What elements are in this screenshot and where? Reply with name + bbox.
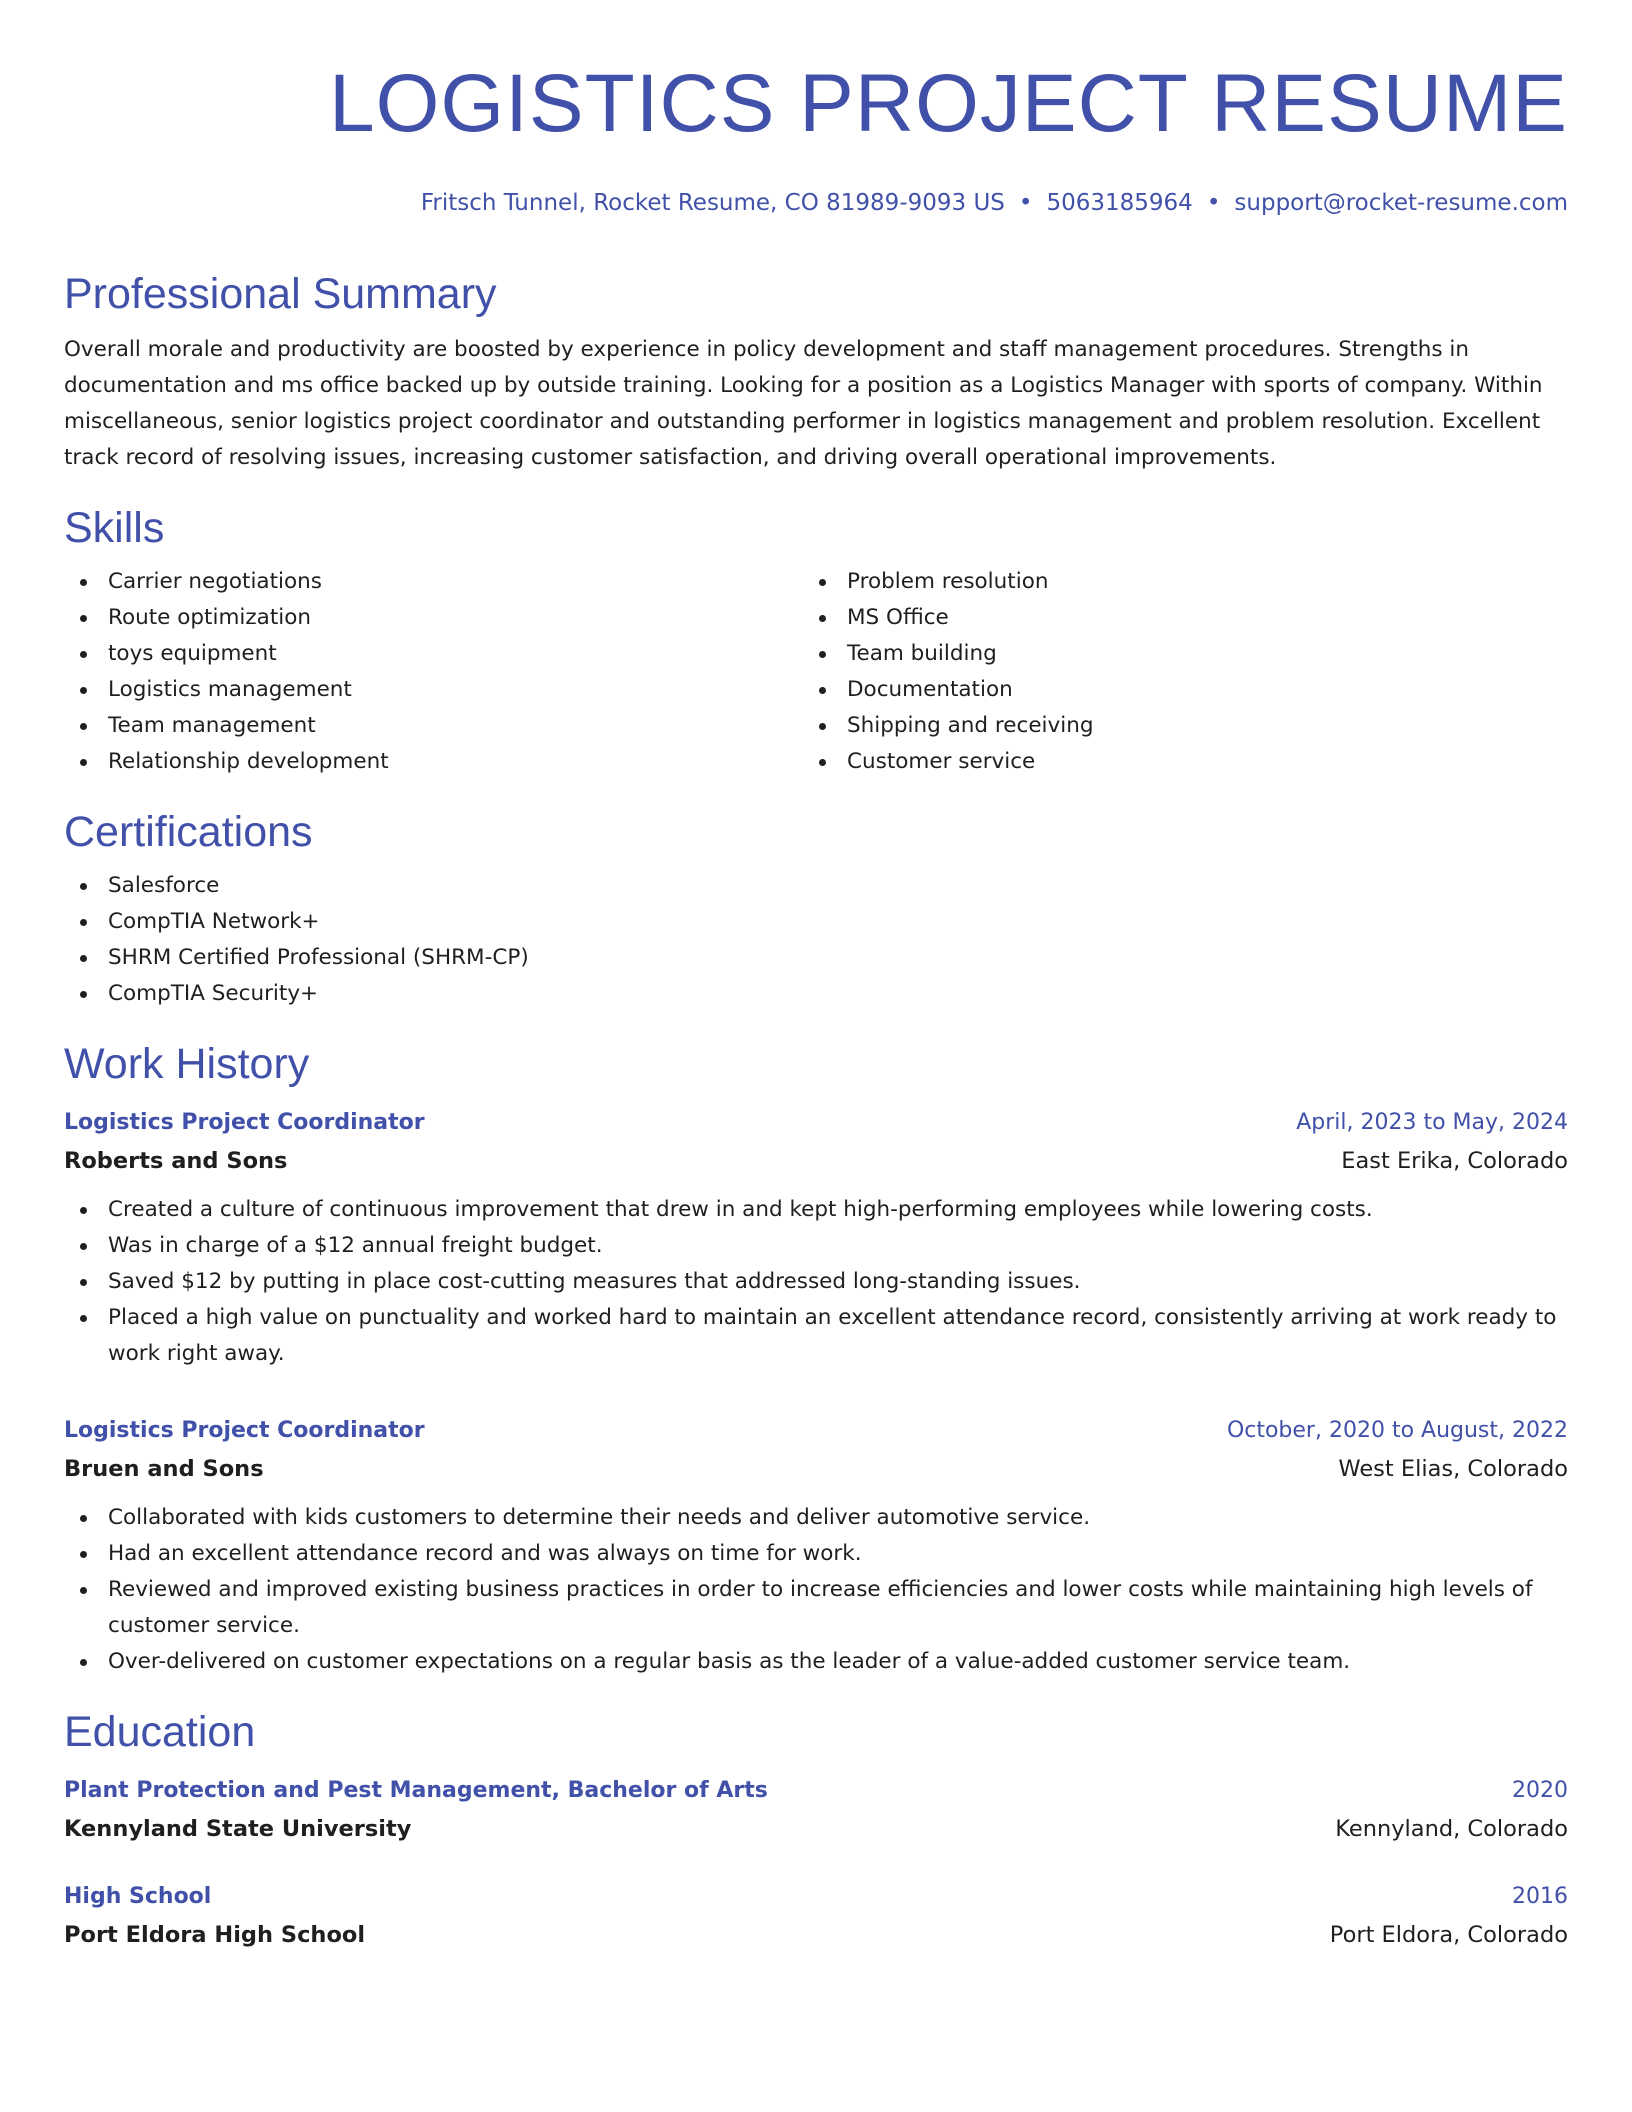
summary-section [64,268,1568,476]
skill-item: toys equipment [64,636,803,672]
skill-item: Route optimization [64,600,803,636]
certification-item: CompTIA Security+ [64,976,1568,1012]
education-year: 2016 [1512,1884,1568,1909]
job-dates: April, 2023 to May, 2024 [1296,1110,1568,1135]
skills-list-left [64,564,803,780]
job-bullet: Placed a high value on punctuality and worked hard to maintain an excellent attendance record, consistently arriving at work ready to work right away. [64,1300,1568,1372]
resume-header [64,56,1568,218]
job-role: Logistics Project Coordinator [64,1418,425,1443]
job-bullet: Collaborated with kids customers to determine their needs and deliver automotive service. [64,1500,1568,1536]
skill-item: Customer service [803,744,1403,780]
education-school: Port Eldora High School [64,1922,366,1948]
job-company: Bruen and Sons [64,1456,264,1482]
skills-list-right [803,564,1403,780]
contact-line [64,188,1568,218]
education-location: Kennyland, Colorado [1335,1816,1568,1842]
education-school: Kennyland State University [64,1816,412,1842]
skill-item: Carrier negotiations [64,564,803,600]
job-header-row [64,1104,1568,1142]
skill-item: Relationship development [64,744,803,780]
certification-item: SHRM Certified Professional (SHRM-CP) [64,940,1568,976]
education-degree: Plant Protection and Pest Management, Bachelor of Arts [64,1778,768,1803]
job-bullet: Was in charge of a $12 annual freight budget. [64,1228,1568,1264]
education-section [64,1706,1568,1954]
job-location: West Elias, Colorado [1338,1456,1568,1482]
education-header-row [64,1772,1568,1810]
education-entry [64,1772,1568,1848]
contact-email[interactable]: support@rocket-resume.com [1234,190,1568,216]
resume-title: LOGISTICS PROJECT RESUME [328,58,1568,149]
education-header-row [64,1878,1568,1916]
skills-section [64,502,1568,780]
education-entry [64,1878,1568,1954]
job-role: Logistics Project Coordinator [64,1110,425,1135]
skill-item: Shipping and receiving [803,708,1403,744]
certifications-section [64,806,1568,1012]
skill-item: Logistics management [64,672,803,708]
job-dates: October, 2020 to August, 2022 [1226,1418,1568,1443]
contact-address: Fritsch Tunnel, Rocket Resume, CO 81989-9093 US [420,190,1005,216]
job-bullets [64,1192,1568,1372]
job-bullet: Created a culture of continuous improvement that drew in and kept high-performing employees while lowering costs. [64,1192,1568,1228]
job-bullets [64,1500,1568,1680]
section-title-summary: Professional Summary [64,270,497,318]
education-degree: High School [64,1884,212,1909]
job-bullet: Over-delivered on customer expectations on a regular basis as the leader of a value-added customer service team. [64,1644,1568,1680]
section-title-education: Education [64,1708,256,1756]
skills-grid [64,564,1568,780]
skill-item: Problem resolution [803,564,1403,600]
job-bullet: Reviewed and improved existing business practices in order to increase efficiencies and lower costs while maintaining high levels of customer service. [64,1572,1568,1644]
section-title-work-history: Work History [64,1040,310,1088]
summary-text: Overall morale and productivity are boosted by experience in policy development and staff management procedures. Strengths in documentation and ms office backed up by outside training. Looking for a position as a Logistics Manager with sports of company. Within miscellaneous, senior logistics project coordinator and outstanding performer in logistics management and problem resolution. Excellent track record of resolving issues, increasing customer satisfaction, and driving overall operational improvements. [64,337,1543,470]
job-entry [64,1104,1568,1372]
education-school-row [64,1810,1568,1848]
job-location: East Erika, Colorado [1341,1148,1568,1174]
certifications-list [64,868,1568,1012]
job-company-row [64,1142,1568,1180]
skill-item: Team building [803,636,1403,672]
job-company-row [64,1450,1568,1488]
certification-item: CompTIA Network+ [64,904,1568,940]
education-location: Port Eldora, Colorado [1329,1922,1568,1948]
contact-phone: 5063185964 [1046,190,1193,216]
job-entry [64,1412,1568,1680]
section-title-skills: Skills [64,504,165,552]
job-header-row [64,1412,1568,1450]
education-school-row [64,1916,1568,1954]
education-year: 2020 [1512,1778,1568,1803]
job-company: Roberts and Sons [64,1148,288,1174]
certification-item: Salesforce [64,868,1568,904]
job-bullet: Had an excellent attendance record and was always on time for work. [64,1536,1568,1572]
job-bullet: Saved $12 by putting in place cost-cutting measures that addressed long-standing issues. [64,1264,1568,1300]
skill-item: Documentation [803,672,1403,708]
contact-separator: • [1018,190,1033,216]
contact-separator: • [1206,190,1221,216]
section-title-certifications: Certifications [64,808,313,856]
skill-item: Team management [64,708,803,744]
work-history-section [64,1038,1568,1680]
skill-item: MS Office [803,600,1403,636]
